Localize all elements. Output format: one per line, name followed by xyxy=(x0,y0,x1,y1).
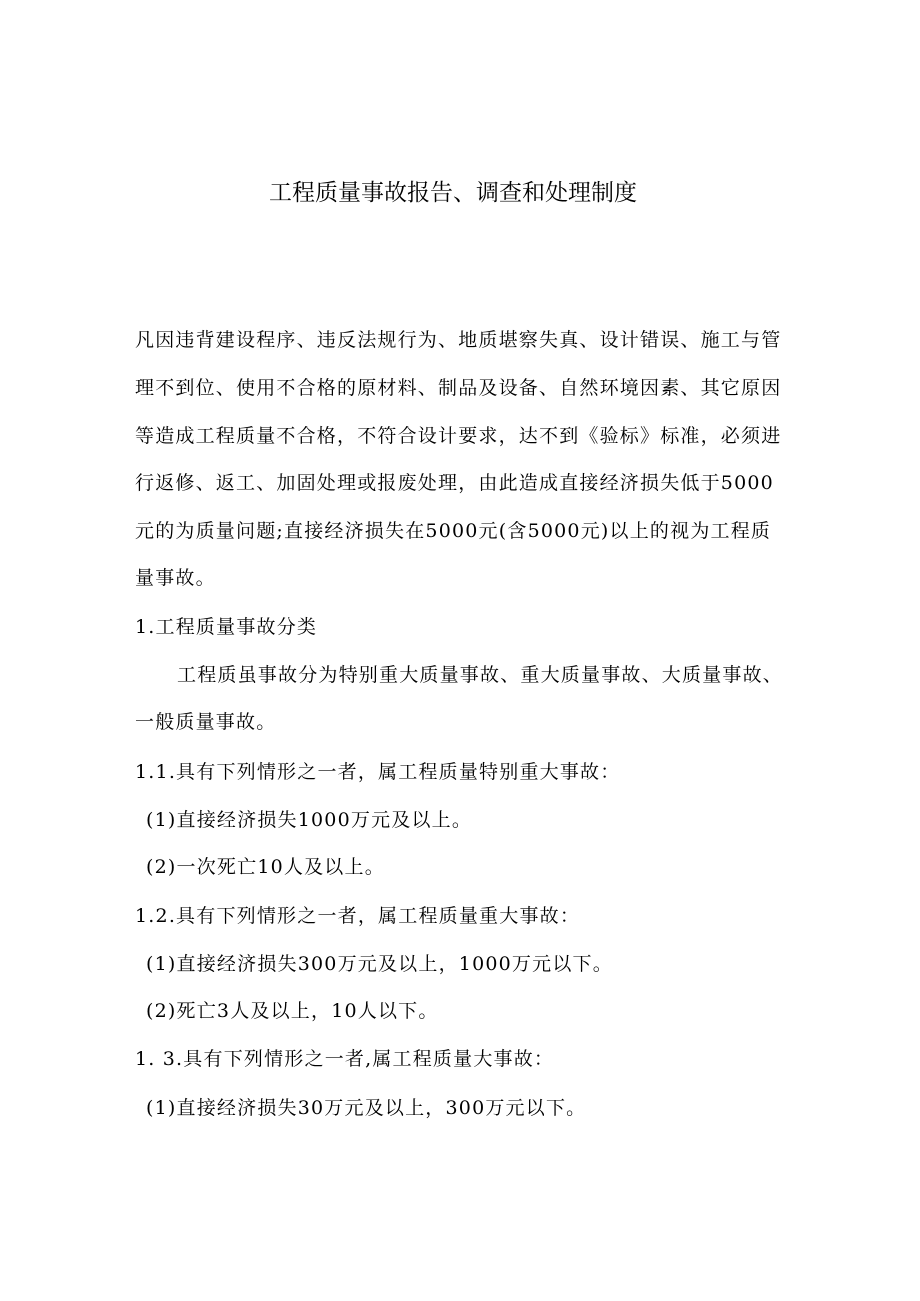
section-1-paragraph-line-1: 工程质虽事故分为特别重大质量事故、重大质量事故、大质量事故、 xyxy=(177,664,784,686)
section-1-1-heading: 1.1.具有下列情形之一者，属工程质量特别重大事故： xyxy=(135,761,621,783)
intro-line-5: 元的为质量问题;直接经济损失在5000元(含5000元)以上的视为工程质 xyxy=(135,520,772,542)
intro-line-6: 量事故。 xyxy=(135,567,216,589)
section-1-2-item-2: (2)死亡3人及以上，10人以下。 xyxy=(146,1000,439,1022)
section-1-3-heading: 1. 3.具有下列情形之一者,属工程质量大事故： xyxy=(135,1048,555,1070)
document-title: 工程质量事故报告、调查和处理制度 xyxy=(269,180,637,206)
section-1-1-item-2: (2)一次死亡10人及以上。 xyxy=(146,856,385,878)
intro-line-4: 行返修、返工、加固处理或报废处理，由此造成直接经济损失低于5000 xyxy=(135,472,774,494)
section-1-2-heading: 1.2.具有下列情形之一者，属工程质量重大事故： xyxy=(135,905,581,927)
section-1-3-item-1: (1)直接经济损失30万元及以上，300万元以下。 xyxy=(146,1097,587,1119)
intro-line-1: 凡因违背建设程序、违反法规行为、地质堪察失真、设计错误、施工与管 xyxy=(135,329,782,351)
intro-line-2: 理不到位、使用不合格的原材料、制品及设备、自然环境因素、其它原因 xyxy=(135,377,782,399)
section-1-2-item-1: (1)直接经济损失300万元及以上，1000万元以下。 xyxy=(146,953,613,975)
section-1-1-item-1: (1)直接经济损失1000万元及以上。 xyxy=(146,809,473,831)
section-1-paragraph-line-2: 一般质量事故。 xyxy=(135,711,277,733)
section-1-heading: 1.工程质量事故分类 xyxy=(135,616,318,638)
intro-line-3: 等造成工程质量不合格，不符合设计要求，达不到《验标》标准，必须进 xyxy=(135,425,782,447)
